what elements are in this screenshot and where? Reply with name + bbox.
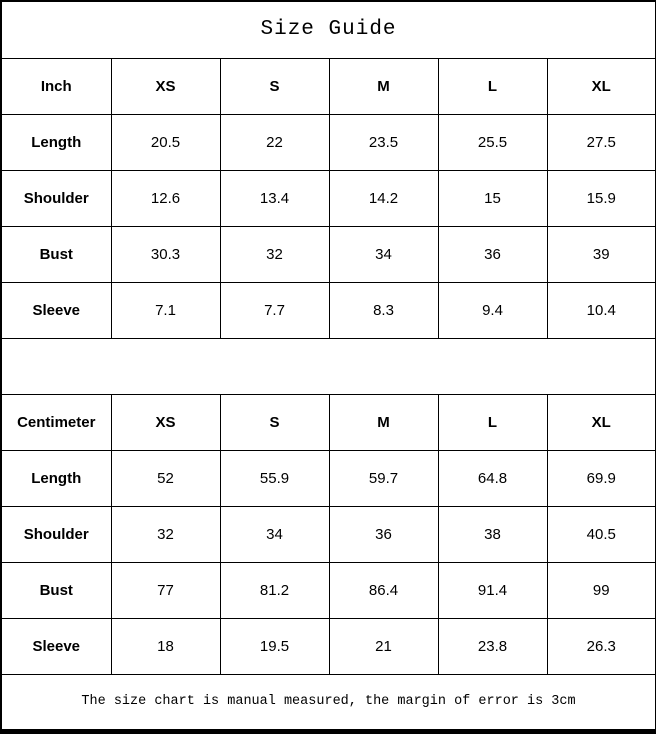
measurement-value: 15 (438, 170, 547, 226)
measurement-value: 21 (329, 618, 438, 674)
measurement-value: 40.5 (547, 506, 656, 562)
measurement-value: 34 (329, 226, 438, 282)
measurement-value: 30.3 (111, 226, 220, 282)
measurement-value: 13.4 (220, 170, 329, 226)
row-label-shoulder: Shoulder (1, 170, 111, 226)
table-row (1, 282, 656, 338)
unit-header-inch: Inch (1, 58, 111, 114)
size-header-xl: XL (547, 394, 656, 450)
measurement-value: 9.4 (438, 282, 547, 338)
measurement-value: 18 (111, 618, 220, 674)
table-row (1, 618, 656, 674)
spacer-cell (1, 338, 656, 394)
size-header-l: L (438, 58, 547, 114)
measurement-value: 38 (438, 506, 547, 562)
page-title: Size Guide (1, 1, 656, 58)
measurement-value: 25.5 (438, 114, 547, 170)
measurement-value: 59.7 (329, 450, 438, 506)
measurement-value: 52 (111, 450, 220, 506)
measurement-value: 34 (220, 506, 329, 562)
measurement-value: 32 (111, 506, 220, 562)
inch-header-row (1, 58, 656, 114)
title-row (1, 1, 656, 58)
measurement-value: 86.4 (329, 562, 438, 618)
measurement-value: 91.4 (438, 562, 547, 618)
measurement-value: 23.5 (329, 114, 438, 170)
measurement-value: 7.1 (111, 282, 220, 338)
measurement-value: 64.8 (438, 450, 547, 506)
measurement-value: 8.3 (329, 282, 438, 338)
measurement-value: 77 (111, 562, 220, 618)
row-label-shoulder: Shoulder (1, 506, 111, 562)
table-row (1, 170, 656, 226)
footnote: The size chart is manual measured, the margin of error is 3cm (1, 674, 656, 731)
centimeter-header-row (1, 394, 656, 450)
measurement-value: 32 (220, 226, 329, 282)
row-label-length: Length (1, 450, 111, 506)
size-header-xs: XS (111, 394, 220, 450)
measurement-value: 36 (438, 226, 547, 282)
table-row (1, 114, 656, 170)
table-row (1, 506, 656, 562)
table-row (1, 450, 656, 506)
footer-row (1, 674, 656, 731)
measurement-value: 99 (547, 562, 656, 618)
measurement-value: 14.2 (329, 170, 438, 226)
measurement-value: 69.9 (547, 450, 656, 506)
size-header-s: S (220, 394, 329, 450)
measurement-value: 81.2 (220, 562, 329, 618)
row-label-length: Length (1, 114, 111, 170)
measurement-value: 23.8 (438, 618, 547, 674)
measurement-value: 15.9 (547, 170, 656, 226)
size-header-s: S (220, 58, 329, 114)
row-label-sleeve: Sleeve (1, 618, 111, 674)
row-label-bust: Bust (1, 562, 111, 618)
spacer-row (1, 338, 656, 394)
measurement-value: 55.9 (220, 450, 329, 506)
measurement-value: 27.5 (547, 114, 656, 170)
measurement-value: 39 (547, 226, 656, 282)
size-header-l: L (438, 394, 547, 450)
size-header-m: M (329, 58, 438, 114)
measurement-value: 22 (220, 114, 329, 170)
measurement-value: 19.5 (220, 618, 329, 674)
measurement-value: 7.7 (220, 282, 329, 338)
size-header-m: M (329, 394, 438, 450)
size-header-xs: XS (111, 58, 220, 114)
measurement-value: 36 (329, 506, 438, 562)
measurement-value: 10.4 (547, 282, 656, 338)
table-row (1, 562, 656, 618)
unit-header-centimeter: Centimeter (1, 394, 111, 450)
measurement-value: 12.6 (111, 170, 220, 226)
size-header-xl: XL (547, 58, 656, 114)
measurement-value: 20.5 (111, 114, 220, 170)
row-label-bust: Bust (1, 226, 111, 282)
measurement-value: 26.3 (547, 618, 656, 674)
table-row (1, 226, 656, 282)
row-label-sleeve: Sleeve (1, 282, 111, 338)
